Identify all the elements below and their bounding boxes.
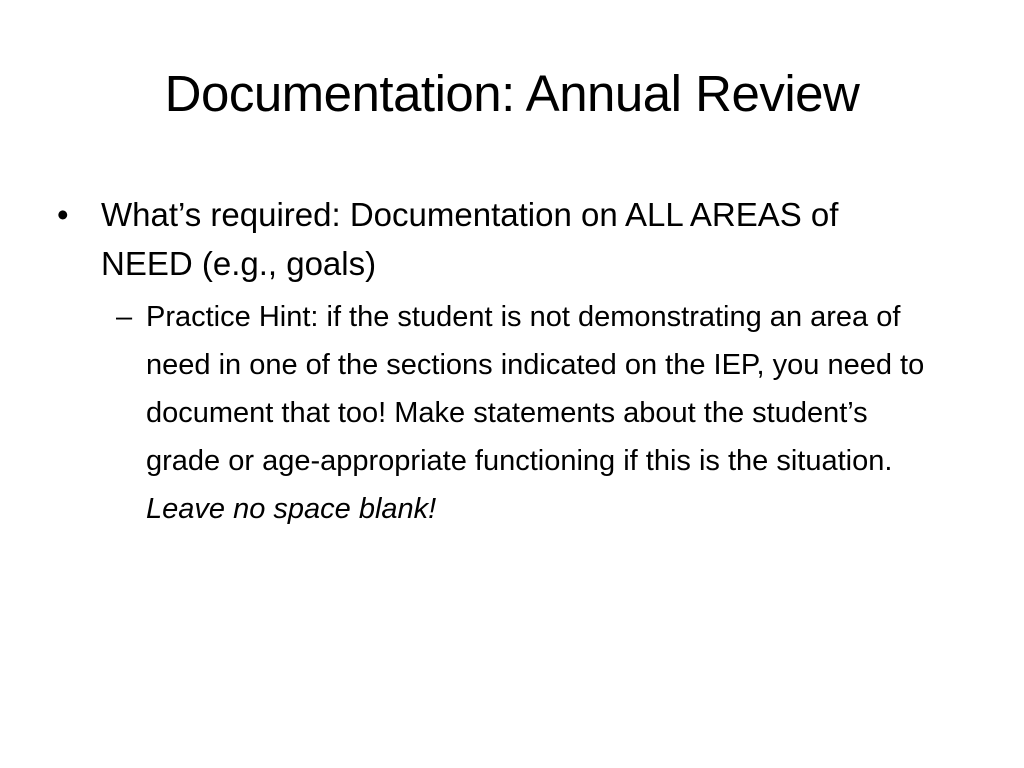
sub-bullet-text: Practice Hint: if the student is not demonstrating an area of need in one of the sections indicated on the IEP, you need to document that too! Make statements about the student’s grade or age-appropriate functioning if this is the situation.	[146, 301, 925, 477]
sub-bullet-item	[116, 293, 946, 533]
slide-title: Documentation: Annual Review	[164, 65, 860, 122]
bullet-item	[57, 190, 881, 288]
bullet-marker: •	[57, 196, 69, 233]
emphasis-text: Leave no space blank!	[146, 493, 437, 525]
bullet-text: What’s required: Documentation on ALL AREAS of NEED (e.g., goals)	[101, 196, 839, 282]
slide-body	[0, 190, 1024, 533]
sub-bullet-marker: –	[116, 301, 133, 333]
